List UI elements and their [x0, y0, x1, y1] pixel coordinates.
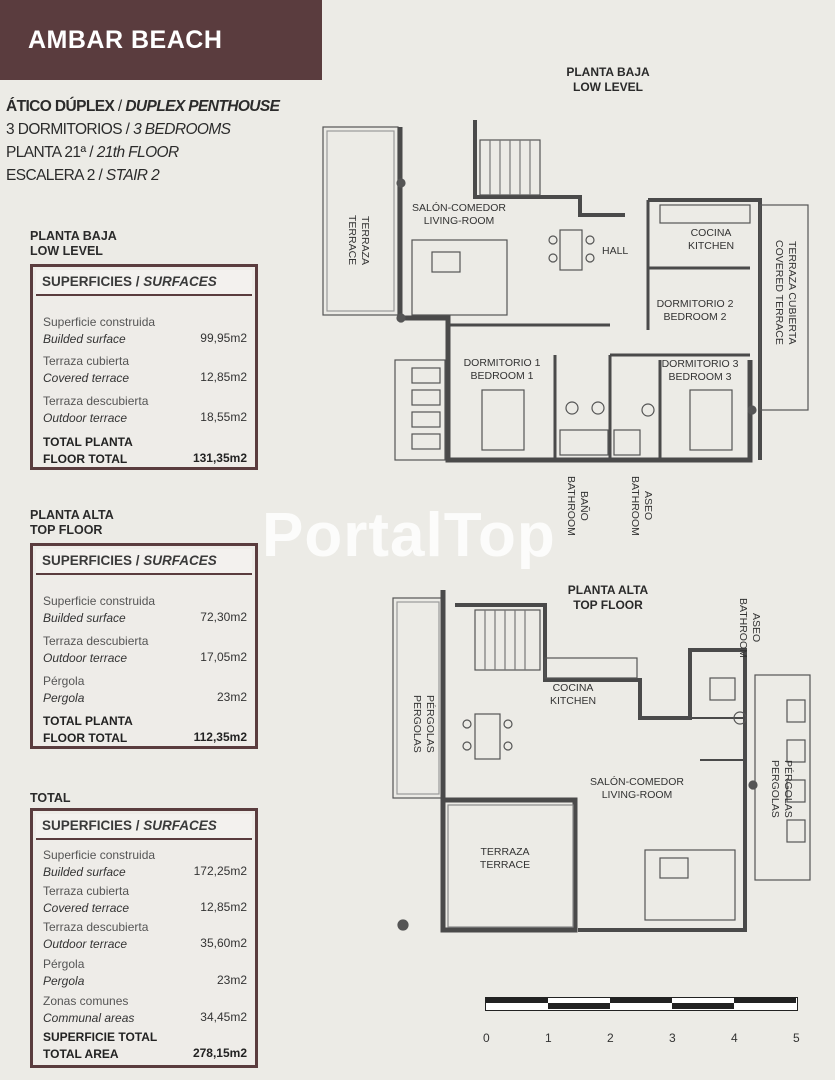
top-right-pergolas-label: PÉRGOLAS PERGOLAS: [769, 760, 794, 818]
panel-header: SUPERFICIES / SURFACES: [36, 814, 252, 840]
surface-row: Superficie construida Builded surface 72,30m2: [43, 594, 247, 625]
scale-tick: 0: [483, 1031, 490, 1045]
low-covered-terrace-label: TERRAZA CUBIERTA COVERED TERRACE: [773, 240, 798, 345]
subtitle-floor: PLANTA 21ª / 21th FLOOR: [6, 144, 179, 161]
top-left-pergolas-label: PÉRGOLAS PERGOLAS: [411, 695, 436, 753]
surface-row: Pérgola Pergola 23m2: [43, 957, 247, 988]
surface-row: Superficie construida Builded surface 172,25m2: [43, 848, 247, 879]
surface-row: Zonas comunes Communal areas 34,45m2: [43, 994, 247, 1025]
top-terrace-label: TERRAZA TERRACE: [479, 846, 531, 871]
low-living-room-label: SALÓN-COMEDOR LIVING-ROOM: [412, 202, 506, 227]
total-section-title: TOTAL: [30, 791, 71, 805]
low-kitchen-label: COCINA KITCHEN: [687, 227, 735, 252]
subtitle-type: ÁTICO DÚPLEX / DUPLEX PENTHOUSE: [6, 98, 280, 115]
low-bedroom-2-label: DORMITORIO 2 BEDROOM 2: [656, 298, 734, 323]
surface-row: Terraza cubierta Covered terrace 12,85m2: [43, 354, 247, 385]
subtitle-stair: ESCALERA 2 / STAIR 2: [6, 167, 160, 184]
watermark: PortalTop: [262, 501, 556, 570]
scale-segment: [734, 997, 796, 1003]
surface-row: Terraza descubierta Outdoor terrace 35,60m2: [43, 920, 247, 951]
scale-segment: [486, 997, 548, 1003]
project-title: AMBAR BEACH: [28, 26, 223, 54]
surface-total-row: TOTAL PLANTA FLOOR TOTAL 131,35m2: [43, 435, 247, 466]
low-terrace-label: TERRAZA TERRACE: [346, 215, 371, 266]
top-kitchen-label: COCINA KITCHEN: [549, 682, 597, 707]
low-aseo-label: ASEO BATHROOM: [629, 476, 654, 536]
surface-row: Superficie construida Builded surface 99,95m2: [43, 315, 247, 346]
scale-tick: 2: [607, 1031, 614, 1045]
top-floor-surfaces-panel: [30, 543, 258, 749]
top-aseo-label: ASEO BATHROOM: [737, 598, 762, 658]
subtitle-bedrooms: 3 DORMITORIOS / 3 BEDROOMS: [6, 121, 231, 138]
scale-segment: [672, 1003, 734, 1009]
scale-segment: [548, 1003, 610, 1009]
surface-row: Pérgola Pergola 23m2: [43, 674, 247, 705]
scale-tick: 4: [731, 1031, 738, 1045]
scale-tick: 5: [793, 1031, 800, 1045]
surface-total-row: TOTAL PLANTA FLOOR TOTAL 112,35m2: [43, 714, 247, 745]
low-level-plan-title: PLANTA BAJA LOW LEVEL: [566, 65, 650, 94]
panel-header: SUPERFICIES / SURFACES: [36, 270, 252, 296]
low-bedroom-1-label: DORMITORIO 1 BEDROOM 1: [463, 357, 541, 382]
scale-tick: 3: [669, 1031, 676, 1045]
low-level-section-title: PLANTA BAJA LOW LEVEL: [30, 229, 117, 258]
top-floor-section-title: PLANTA ALTA TOP FLOOR: [30, 508, 114, 537]
low-hall-label: HALL: [602, 245, 629, 257]
top-living-room-label: SALÓN-COMEDOR LIVING-ROOM: [590, 776, 684, 801]
top-floor-plan-title: PLANTA ALTA TOP FLOOR: [567, 583, 649, 612]
panel-header: SUPERFICIES / SURFACES: [36, 549, 252, 575]
project-title-box: [0, 0, 322, 80]
surface-row: Terraza cubierta Covered terrace 12,85m2: [43, 884, 247, 915]
low-bath-label: BAÑO BATHROOM: [565, 476, 590, 536]
scale-tick: 1: [545, 1031, 552, 1045]
total-surfaces-panel: [30, 808, 258, 1068]
surface-row: Terraza descubierta Outdoor terrace 17,05m2: [43, 634, 247, 665]
low-level-surfaces-panel: [30, 264, 258, 470]
low-bedroom-3-label: DORMITORIO 3 BEDROOM 3: [661, 358, 739, 383]
surface-row: Terraza descubierta Outdoor terrace 18,55m2: [43, 394, 247, 425]
scale-segment: [610, 997, 672, 1003]
surface-total-row: SUPERFICIE TOTAL TOTAL AREA 278,15m2: [43, 1030, 247, 1061]
scale-bar: [485, 997, 798, 1027]
